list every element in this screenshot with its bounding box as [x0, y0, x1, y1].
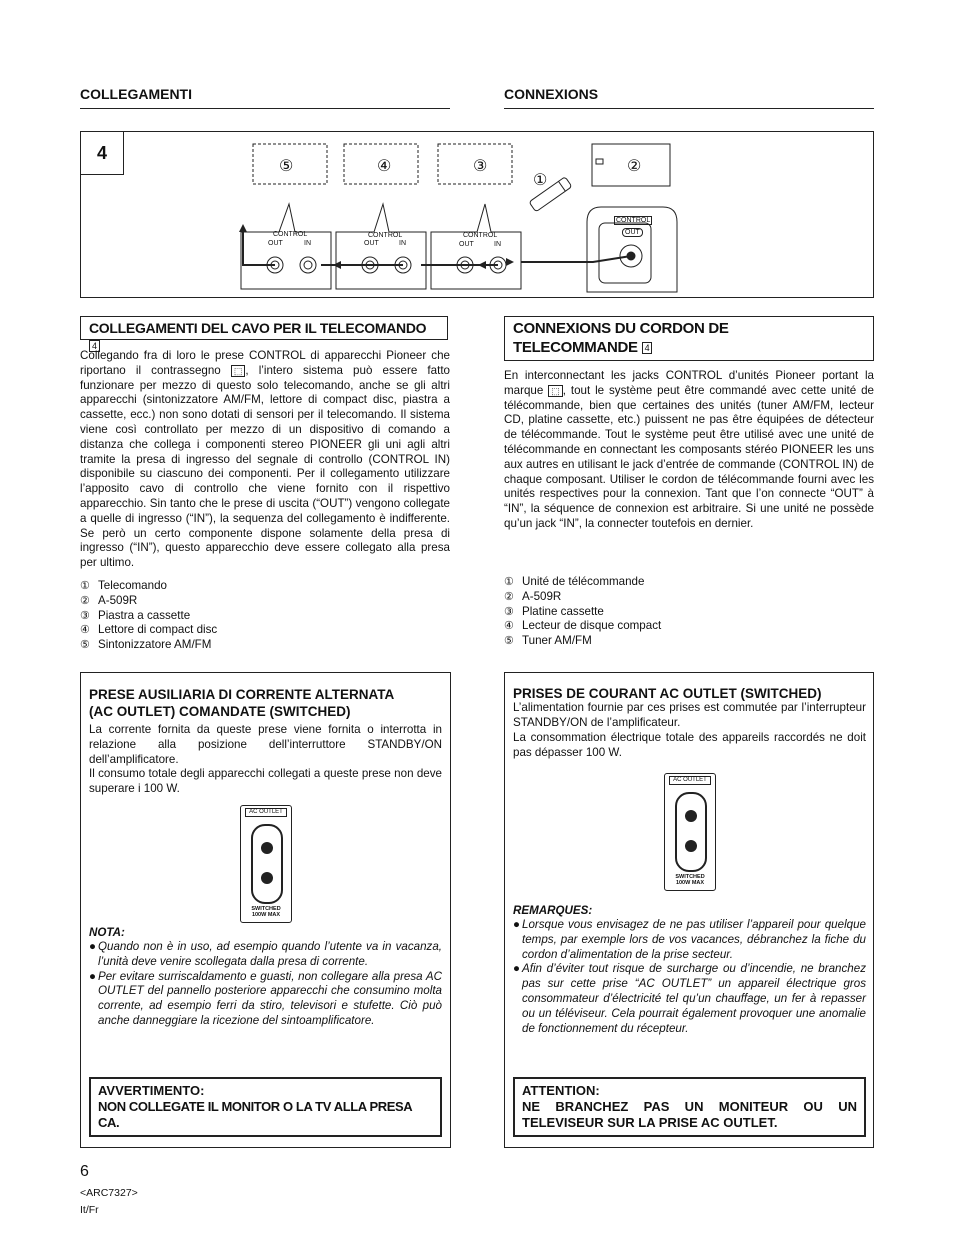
ac-socket [675, 792, 707, 872]
list-text: Unité de télécommande [522, 575, 645, 588]
jack-out-cassette: OUT [459, 241, 474, 248]
fr-outlet-box [504, 672, 874, 1148]
list-num: ④ [80, 624, 90, 637]
amp-control-label: CONTROL [616, 217, 651, 224]
list-num: ② [504, 590, 514, 603]
list-text: Lecteur de disque compact [522, 619, 662, 633]
outlet-top-label: AC OUTLET [245, 808, 287, 817]
outlet-top-label: AC OUTLET [669, 776, 711, 785]
it-warning-text: NON COLLEGATE IL MONITOR O LA TV ALLA PRESA CA. [98, 1099, 412, 1130]
jack-label-cassette: CONTROL [463, 232, 498, 239]
outlet-max-label: 100W MAX [675, 880, 705, 886]
arrow-4 [239, 224, 247, 232]
unit-number-remote: ① [533, 172, 548, 189]
fr-warning-text: NE BRANCHEZ PAS UN MONITEUR OU UN TELEVISEUR SUR LA PRISE AC OUTLET. [522, 1099, 857, 1130]
list-num: ⑤ [504, 635, 514, 648]
it-outlet-box [80, 672, 451, 1148]
list-item [80, 609, 217, 624]
outlet-switched-label: SWITCHED [251, 906, 281, 912]
fr-remote-title-box [504, 316, 874, 361]
jack-in-tuner: IN [304, 240, 311, 247]
it-outlet-title-line1: PRESE AUSILIARIA DI CORRENTE ALTERNATA [89, 687, 395, 702]
it-outlet-p1: La corrente fornita da queste prese viene fornita o interrotta in relazione alla posizione dell’interruttore STANDBY/ON dell’amplificatore. [89, 723, 442, 766]
it-outlet-title-line2: (AC OUTLET) COMANDATE (SWITCHED) [89, 704, 351, 719]
note-item: ● Lorsque vous envisagez de ne pas utiliser l’appareil pour quelque temps, par exemple lors de vos vacances, débranchez la fiche du cordon d’alimentation de la prise secteur. [513, 918, 866, 961]
list-text: Piastra a cassette [98, 608, 191, 622]
remote-symbol-icon: ⬚ [548, 385, 563, 397]
it-notes [89, 940, 442, 1029]
list-item [504, 619, 661, 634]
fr-outlet-title: PRISES DE COURANT AC OUTLET (SWITCHED) [513, 686, 822, 701]
fr-ac-outlet-panel [664, 773, 716, 891]
list-item [80, 638, 217, 653]
list-item [504, 634, 661, 649]
it-outlet-title [89, 686, 444, 720]
list-text: Telecomando [98, 579, 167, 592]
fr-warning-box [513, 1077, 866, 1137]
callout-cd [336, 204, 426, 289]
socket-hole [685, 840, 697, 852]
list-item [80, 594, 217, 609]
it-warning-box [89, 1077, 442, 1137]
it-remote-title-text: COLLEGAMENTI DEL CAVO PER IL TELECOMANDO [89, 320, 427, 336]
list-num: ② [80, 594, 90, 607]
fr-remote-body [504, 369, 874, 532]
note-text: Per evitare surriscaldamento e guasti, non collegare alla presa AC OUTLET del pannello posteriore apparecchi che consumino molta corrente, ad esempio ferri da stiro, televisori e stufette. Ciò può anche danneggiare la ricezione del sintoamplificatore. [98, 969, 442, 1027]
left-header-rule [80, 108, 450, 109]
list-num: ④ [504, 620, 514, 633]
unit-number-cd: ④ [377, 158, 392, 175]
socket-hole [261, 842, 273, 854]
callout-tuner [241, 204, 331, 289]
list-num: ③ [504, 605, 514, 618]
connection-diagram [80, 131, 874, 298]
jack-in-cd: IN [399, 240, 406, 247]
note-text: Lorsque vous envisagez de ne pas utiliser l’appareil pour quelque temps, par exemple lors de vos vacances, débranchez la fiche du cordon d’alimentation de la prise secteur. [522, 918, 866, 961]
list-text: A-509R [522, 589, 562, 603]
list-item [80, 579, 217, 594]
it-remote-list [80, 579, 217, 653]
list-text: Platine cassette [522, 604, 604, 618]
fr-remote-body-b: , tout le système peut être commandé avec cette unité de télécommande, bien que certaines des unités (tuner AM/FM, lecteur CD, platine cassette, etc.) puissent ne pas être équipées de détecteur de télécommande. Tout le système peut être utilisé avec une unité de télécommande en connectant les composants stéréo PIONEER les uns aux autres en utilisant le jack d’entrée de commande (CONTROL IN) de chaque composant. Utiliser le cordon de télécommande fourni avec les unités respectives pour la connexion. Tant que l’on connecte “OUT” à “IN”, la séquence de connexion est arbitraire. Si une unité ne possède qu’un jack “IN”, la connecter toutefois en dernier. [504, 383, 874, 530]
jack-label-tuner: CONTROL [273, 231, 308, 238]
it-remote-body-b: , l’intero sistema può essere fatto funzionare per mezzo di questo solo telecomando, anche se gli altri apparecchi (sintonizzatore AM/FM, lettore di compact disc, piastra a cassette, ecc.) non sono dotati di sensori per il telecomando. Il sistema viene così controllato per mezzo di un dispositivo di comando a distanza che collega i componenti stereo PIONEER gli uni agli altri tramite la presa di ingresso del segnale di controllo (CONTROL IN) disponibile su ciascuno dei componenti. Per il collegamento utilizzare l’apposito cavo di controllo che viene fornito con il rispettivo apparecchio. Sin tanto che le prese di uscita (“OUT”) vengono collegate a quelle di ingresso (“IN”), la sequenza del collegamento è indifferente. Se però un certo componente dispone solamente della presa di ingresso (“IN”), questo apparecchio deve essere collegato alla presa per ultimo. [80, 363, 450, 570]
list-text: A-509R [98, 593, 138, 607]
jack-in-cassette: IN [494, 241, 501, 248]
remote-symbol-icon: ⬚ [231, 365, 246, 377]
fr-fig-ref: 4 [642, 342, 653, 354]
it-outlet-p2: Il consumo totale degli apparecchi collegati a queste prese non deve superare i 100 W. [89, 767, 442, 795]
list-item [504, 575, 661, 590]
amp-sensor [596, 159, 603, 164]
list-num: ③ [80, 609, 90, 622]
note-item: ● Afin d’éviter tout risque de surcharge ou d’incendie, ne branchez pas sur cette prise “AC OUTLET” un appareil électrique gros consommateur d’électricité tel qu’un chauffage, un fer à repasser ou un téléviseur. Cela pourrait également provoquer une anomalie de fonctionnement du récepteur. [513, 962, 866, 1035]
arrow-1 [506, 258, 514, 266]
list-item [504, 605, 661, 620]
fr-remote-list [504, 575, 661, 649]
fr-outlet-p1: L’alimentation fournie par ces prises est commutée par l’interrupteur STANDBY/ON de l’amplificateur. [513, 701, 866, 729]
list-num: ① [80, 580, 90, 592]
fr-remote-body-a: En interconnectant les jacks CONTROL d’unités Pioneer portant la marque [504, 369, 874, 397]
outlet-switched-label: SWITCHED [675, 874, 705, 880]
unit-number-cassette: ③ [473, 158, 488, 175]
fr-outlet-p2: La consommation électrique totale des appareils raccordés ne doit pas dépasser 100 W. [513, 731, 866, 759]
list-item [80, 623, 217, 638]
note-text: Quando non è in uso, ad esempio quando l’utente va in vacanza, l’unità deve venire scollegata dalla presa di corrente. [98, 940, 442, 968]
ac-socket [251, 824, 283, 904]
page-number: 6 [80, 1163, 89, 1180]
fr-remote-title-line2: TELECOMMANDE [513, 339, 638, 356]
it-remote-title-box [80, 316, 448, 352]
it-note-title: NOTA: [89, 926, 125, 939]
outlet-max-label: 100W MAX [251, 912, 281, 918]
fr-warning-title: ATTENTION: [522, 1083, 600, 1098]
doc-code: <ARC7327> [80, 1187, 138, 1199]
amp-out-label: OUT [622, 228, 643, 237]
jack-out-cd: OUT [364, 240, 379, 247]
outlet-bottom-label [665, 874, 715, 886]
note-text: Afin d’éviter tout risque de surcharge ou d’incendie, ne branchez pas sur cette prise “AC OUTLET” un appareil électrique gros consommateur d’électricité tel qu’un chauffage, un fer à repasser ou un téléviseur. Cela pourrait également provoquer une anomalie de fonctionnement du récepteur. [522, 962, 866, 1035]
fr-remote-title-line1: CONNEXIONS DU CORDON DE [513, 320, 729, 337]
it-warning-title: AVVERTIMENTO: [98, 1083, 205, 1098]
note-item: ● Per evitare surriscaldamento e guasti, non collegare alla presa AC OUTLET del pannello posteriore apparecchi che consumino molta corrente, ad esempio ferri da stiro, televisori e stufette. Ciò può anche danneggiare la ricezione del sintoamplificatore. [89, 969, 442, 1027]
it-remote-body-a: Collegando fra di loro le prese CONTROL di apparecchi Pioneer che riportano il contrassegno [80, 349, 450, 377]
fr-notes [513, 918, 866, 1036]
socket-hole [261, 872, 273, 884]
arrow-3 [333, 261, 341, 269]
note-item: ● Quando non è in uso, ad esempio quando l’utente va in vacanza, l’unità deve venire scollegata dalla presa di corrente. [89, 940, 442, 968]
right-header-rule [504, 108, 874, 109]
arrow-2 [478, 261, 486, 269]
it-ac-outlet-panel [240, 805, 292, 923]
socket-hole [685, 810, 697, 822]
it-fig-ref: 4 [89, 340, 100, 352]
outlet-bottom-label [241, 906, 291, 918]
right-section-title: CONNEXIONS [504, 86, 599, 102]
callout-cassette [431, 204, 521, 289]
it-remote-body [80, 349, 450, 571]
list-text: Tuner AM/FM [522, 634, 592, 648]
unit-number-tuner: ⑤ [279, 158, 294, 175]
list-num: ① [504, 576, 514, 588]
jack-label-cd: CONTROL [368, 232, 403, 239]
list-text: Lettore di compact disc [98, 623, 218, 637]
fr-note-title: REMARQUES: [513, 904, 593, 917]
fr-remote-title [505, 317, 873, 359]
list-text: Sintonizzatore AM/FM [98, 638, 212, 652]
jack-out-tuner: OUT [268, 240, 283, 247]
list-item [504, 590, 661, 605]
list-num: ⑤ [80, 639, 90, 652]
language-code: It/Fr [80, 1204, 99, 1216]
left-section-title: COLLEGAMENTI [80, 86, 192, 102]
unit-number-amp: ② [627, 158, 642, 175]
figure-number: 4 [81, 132, 124, 175]
